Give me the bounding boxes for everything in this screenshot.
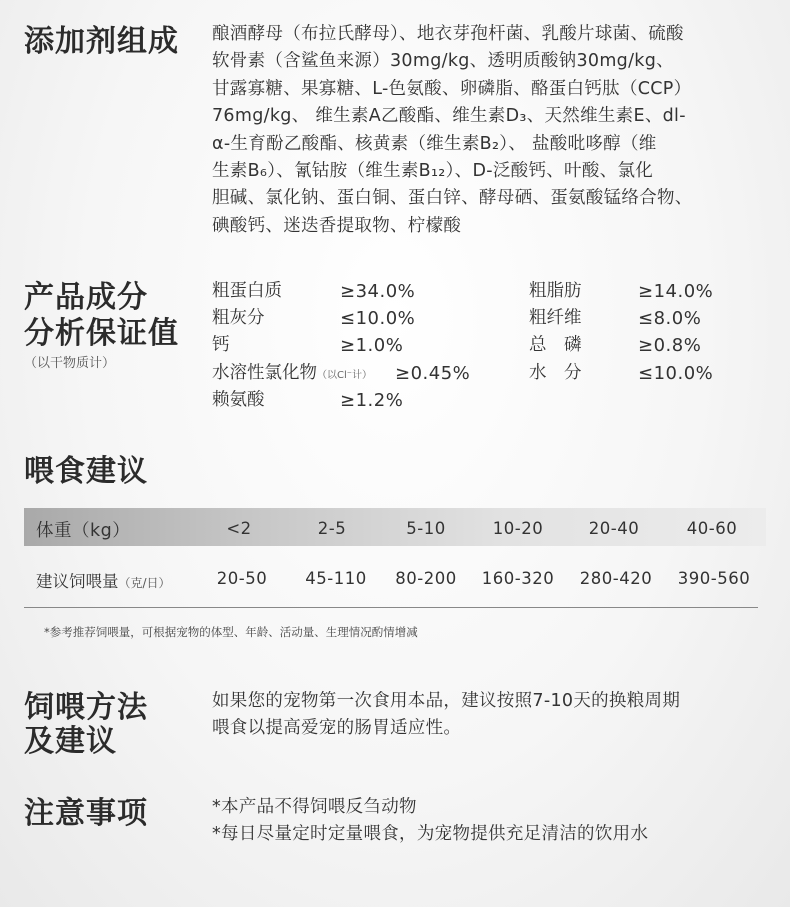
- feeding-weight-cell: 2-5: [317, 519, 347, 538]
- additives-line: 碘酸钙、迷迭香提取物、柠檬酸: [212, 215, 462, 236]
- feeding-amount-cell: 45-110: [305, 569, 367, 588]
- analysis-name-lysine: 赖氨酸: [212, 390, 265, 410]
- method-heading-line2: 及建议: [24, 724, 117, 759]
- feeding-amount-cell: 20-50: [216, 569, 268, 588]
- analysis-chloride-note: （以Cl⁻计）: [317, 370, 373, 381]
- analysis-value-crude-fat: ≥14.0%: [638, 281, 714, 302]
- additives-line: 酿酒酵母（布拉氏酵母）、地衣芽孢杆菌、乳酸片球菌、硫酸: [212, 24, 684, 44]
- additives-heading: 添加剂组成: [24, 24, 179, 59]
- analysis-value-calcium: ≥1.0%: [340, 335, 404, 356]
- analysis-name-chloride: [212, 360, 372, 387]
- method-text: [212, 688, 782, 743]
- analysis-value-lysine: ≥1.2%: [340, 390, 404, 411]
- notice-text: [212, 794, 782, 849]
- analysis-name-chloride-text: 水溶性氯化物: [212, 363, 317, 383]
- additives-line: α-生育酚乙酸酯、核黄素（维生素B₂）、 盐酸吡哆醇（维: [212, 133, 657, 154]
- feeding-amount-label-text: 建议饲喂量: [36, 572, 119, 591]
- method-line: 喂食以提高爱宠的肠胃适应性。: [212, 718, 462, 739]
- feeding-amount-label: [36, 568, 171, 592]
- feeding-weight-label: 体重（kg）: [36, 521, 131, 541]
- notice-line: *本产品不得饲喂反刍动物: [212, 797, 417, 817]
- analysis-name-crude-ash: 粗灰分: [212, 308, 265, 328]
- analysis-value-chloride: ≥0.45%: [395, 363, 471, 384]
- analysis-name-moisture: 水 分: [529, 363, 582, 383]
- feeding-footnote: *参考推荐饲喂量，可根据宠物的体型、年龄、活动量、生理情况酌情增减: [44, 625, 418, 639]
- additives-line: 甘露寡糖、果寡糖、L-色氨酸、卵磷脂、酪蛋白钙肽（CCP）: [212, 78, 692, 99]
- analysis-heading-note: （以干物质计）: [24, 356, 116, 371]
- feeding-table-divider: [24, 607, 758, 608]
- analysis-heading-line1: 产品成分: [24, 280, 148, 315]
- additives-line: 生素B₆）、氰钴胺（维生素B₁₂）、D-泛酸钙、叶酸、氯化: [212, 161, 654, 182]
- notice-line: *每日尽量定时定量喂食，为宠物提供充足清洁的饮用水: [212, 824, 649, 845]
- analysis-value-moisture: ≤10.0%: [638, 363, 714, 384]
- analysis-name-total-phosphorus: 总 磷: [529, 335, 582, 355]
- analysis-name-crude-fat: 粗脂肪: [529, 281, 582, 301]
- additives-list: [212, 21, 782, 240]
- feeding-weight-cell: 10-20: [492, 519, 544, 538]
- notice-heading: 注意事项: [24, 796, 148, 831]
- feeding-amount-cell: 280-420: [579, 569, 653, 588]
- analysis-value-crude-protein: ≥34.0%: [340, 281, 416, 302]
- analysis-value-crude-ash: ≤10.0%: [340, 308, 416, 329]
- feeding-weight-cell: <2: [226, 519, 252, 538]
- additives-line: 胆碱、氯化钠、蛋白铜、蛋白锌、酵母硒、蛋氨酸锰络合物、: [212, 188, 693, 209]
- feeding-amount-unit: （克/日）: [118, 576, 171, 590]
- additives-line: 76mg/kg、 维生素A乙酸酯、维生素D₃、天然维生素E、dl-: [212, 106, 686, 127]
- analysis-name-crude-fiber: 粗纤维: [529, 308, 582, 328]
- additives-line: 软骨素（含鲨鱼来源）30mg/kg、透明质酸钠30mg/kg、: [212, 51, 674, 72]
- method-heading-line1: 饲喂方法: [24, 690, 148, 725]
- analysis-value-total-phosphorus: ≥0.8%: [638, 335, 702, 356]
- feeding-amount-cell: 80-200: [395, 569, 457, 588]
- feeding-heading: 喂食建议: [24, 454, 148, 489]
- feeding-weight-cell: 40-60: [686, 519, 738, 538]
- feeding-weight-cell: 20-40: [588, 519, 640, 538]
- feeding-amount-cell: 160-320: [481, 569, 555, 588]
- analysis-name-crude-protein: 粗蛋白质: [212, 281, 282, 301]
- feeding-amount-cell: 390-560: [677, 569, 751, 588]
- analysis-name-calcium: 钙: [212, 335, 230, 355]
- analysis-value-crude-fiber: ≤8.0%: [638, 308, 702, 329]
- analysis-heading-line2: 分析保证值: [24, 316, 179, 351]
- method-line: 如果您的宠物第一次食用本品，建议按照7-10天的换粮周期: [212, 691, 681, 711]
- feeding-weight-cell: 5-10: [406, 519, 446, 538]
